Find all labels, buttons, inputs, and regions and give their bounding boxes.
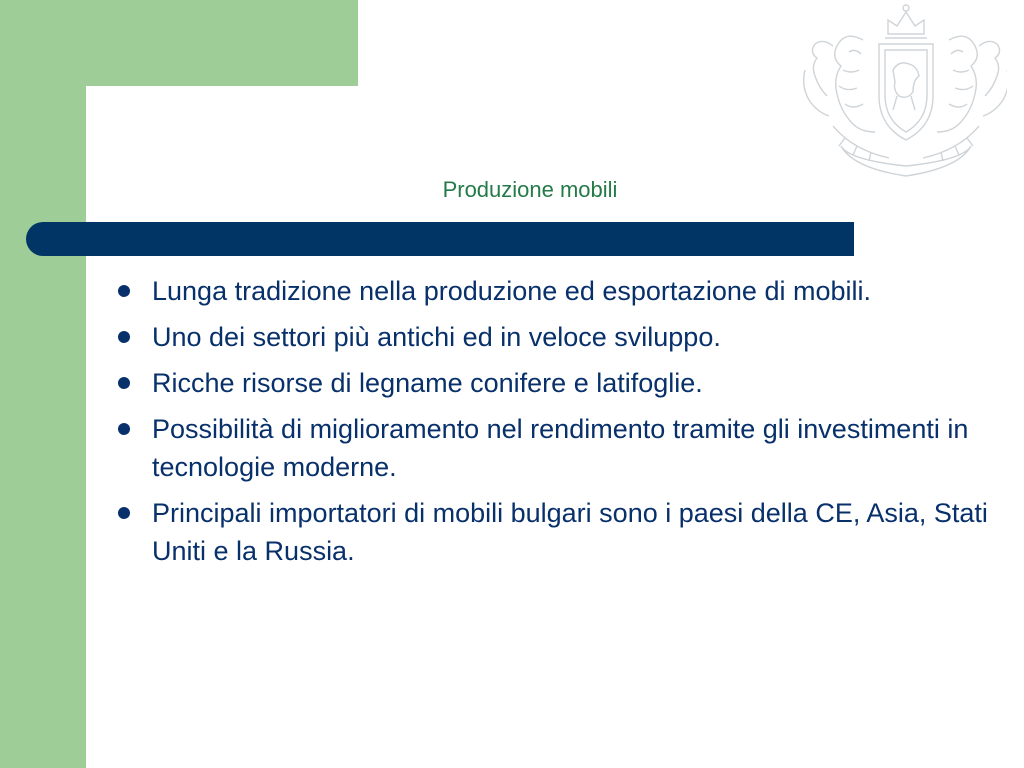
list-item xyxy=(112,364,992,402)
bullet-text: Uno dei settori più antichi ed in veloce sviluppo. xyxy=(152,322,721,352)
bullet-text: Ricche risorse di legname conifere e latifoglie. xyxy=(152,368,703,398)
bullet-dot-icon xyxy=(118,507,130,519)
coat-of-arms-icon xyxy=(793,0,1007,188)
list-item xyxy=(112,410,992,486)
bullet-dot-icon xyxy=(118,423,130,435)
bullet-list xyxy=(112,272,992,578)
bullet-dot-icon xyxy=(118,285,130,297)
slide-title: Produzione mobili xyxy=(442,177,618,202)
bullet-dot-icon xyxy=(118,377,130,389)
title-underline-bar xyxy=(26,222,854,256)
list-item xyxy=(112,272,992,310)
bullet-text: Principali importatori di mobili bulgari sono i paesi della CE, Asia, Stati Uniti e la Russia. xyxy=(152,498,988,566)
list-item xyxy=(112,494,992,570)
bullet-text: Possibilità di miglioramento nel rendimento tramite gli investimenti in tecnologie moderne. xyxy=(152,414,969,482)
bullet-dot-icon xyxy=(118,331,130,343)
list-item xyxy=(112,318,992,356)
bullet-text: Lunga tradizione nella produzione ed esportazione di mobili. xyxy=(152,276,871,306)
green-accent-left xyxy=(0,0,86,768)
